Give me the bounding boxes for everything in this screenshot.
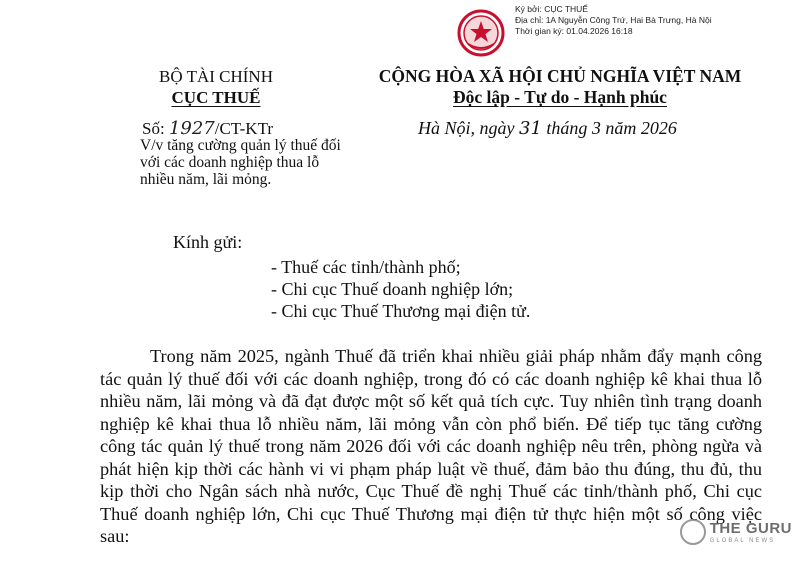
ministry-name: BỘ TÀI CHÍNH: [159, 67, 273, 86]
watermark-logo-icon: [680, 519, 706, 545]
digital-signature-block: [515, 4, 712, 37]
date-day: 31: [519, 118, 542, 139]
document-number-label: Số:: [142, 119, 165, 138]
document-number-value: 1927: [168, 118, 215, 139]
nation-name: CỘNG HÒA XÃ HỘI CHỦ NGHĨA VIỆT NAM: [378, 66, 742, 86]
body-paragraph: Trong năm 2025, ngành Thuế đã triển khai nhiều giải pháp nhằm đẩy mạnh công tác quản lý thuế đối với các doanh nghiệp, trong đó có các doanh nghiệp kê khai thua lỗ nhiều năm, lãi mỏng và đã đạt được một số kết quả tích cực. Tuy nhiên tình trạng doanh nghiệp kê khai thua lỗ nhiều năm, lãi mỏng vẫn còn phổ biến. Để tiếp tục tăng cường công tác quản lý thuế trong năm 2026 đối với các doanh nghiệp nêu trên, phòng ngừa và phát hiện kịp thời các hành vi vi phạm pháp luật về thuế, đảm bảo thu đúng, thu đủ, thu kịp thời cho Ngân sách nhà nước, Cục Thuế đề nghị Thuế các tỉnh/thành phố, Chi cục Thuế doanh nghiệp lớn, Chi cục Thuế Thương mại điện tử thực hiện một số công việc sau:: [100, 346, 762, 546]
national-header: [330, 66, 790, 108]
recipients-greeting: Kính gửi:: [173, 232, 243, 252]
signature-signer: Ký bởi: CỤC THUẾ: [515, 4, 588, 14]
issuing-agency: [100, 66, 332, 108]
national-motto: Độc lập - Tự do - Hạnh phúc: [453, 87, 667, 107]
place-prefix: Hà Nội, ngày: [418, 118, 515, 138]
recipient-item: - Thuế các tỉnh/thành phố;: [271, 257, 461, 277]
document-number: [142, 118, 273, 139]
watermark-subtext: GLOBAL NEWS: [709, 538, 776, 544]
watermark: [680, 519, 792, 545]
department-name: CỤC THUẾ: [171, 88, 261, 107]
recipient-item: - Chi cục Thuế Thương mại điện tử.: [271, 301, 531, 321]
place-suffix: tháng 3 năm 2026: [546, 118, 677, 138]
signature-time: Thời gian ký: 01.04.2026 16:18: [515, 26, 633, 36]
recipients-list: [271, 256, 530, 322]
document-number-suffix: /CT-KTr: [214, 119, 274, 138]
signature-address: Địa chỉ: 1A Nguyễn Công Trứ, Hai Bà Trưng, Hà Nội: [515, 15, 712, 25]
national-emblem-icon: [456, 8, 506, 58]
place-date: [418, 118, 677, 139]
recipient-item: - Chi cục Thuế doanh nghiệp lớn;: [271, 279, 514, 299]
document-subject: V/v tăng cường quản lý thuế đối với các doanh nghiệp thua lỗ nhiều năm, lãi mỏng.: [140, 137, 341, 188]
watermark-text: THE GURU: [709, 520, 792, 537]
